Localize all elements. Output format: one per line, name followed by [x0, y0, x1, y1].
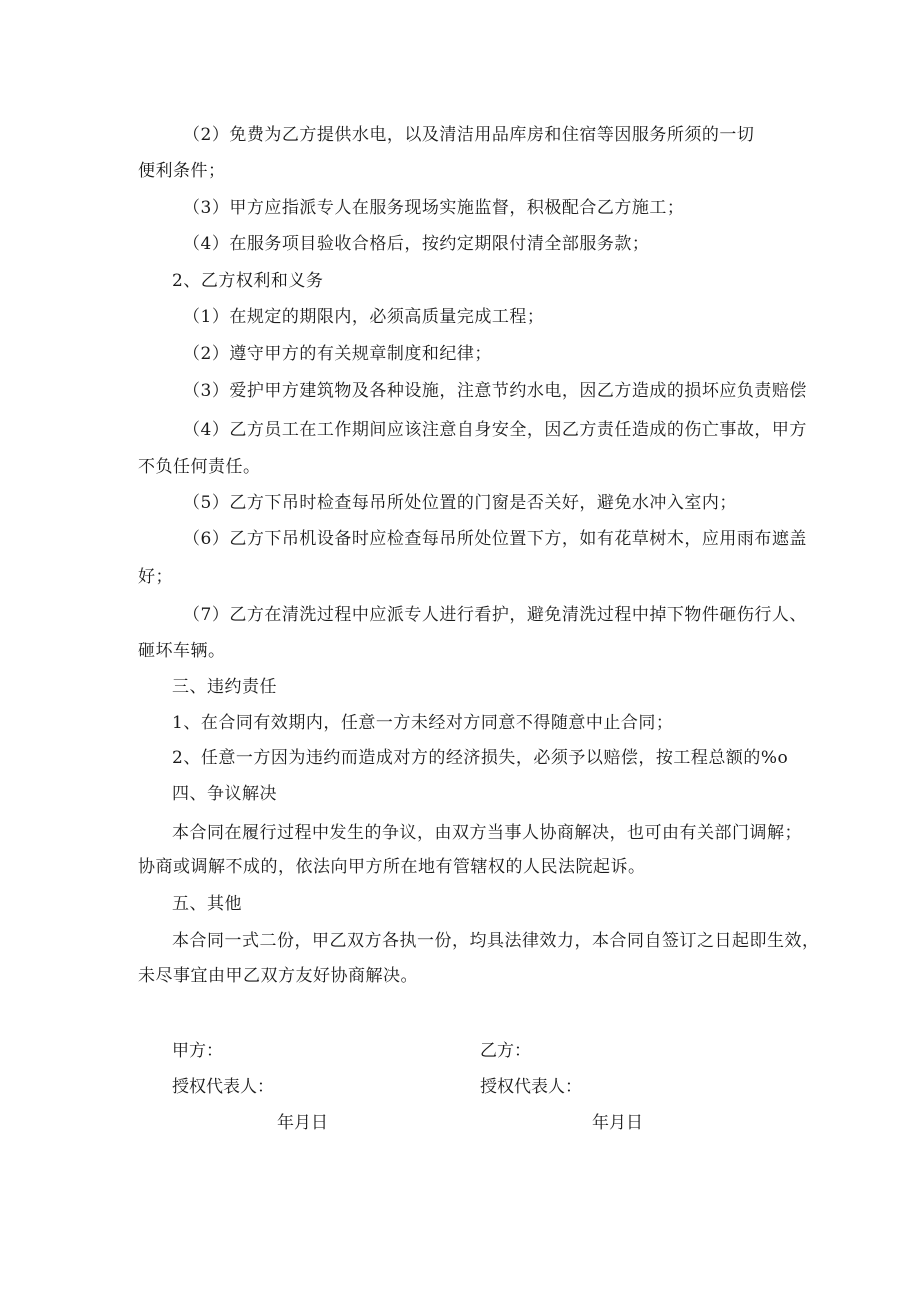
clause-breach-1: 1、在合同有效期内，任意一方未经对方同意不得随意中止合同；: [172, 713, 674, 733]
clause-b-7: （7）乙方在清洗过程中应派专人进行看护，避免清洗过程中掉下物件砸伤行人、: [183, 605, 807, 625]
clause-2-2: （2）免费为乙方提供水电，以及清洁用品库房和住宿等因服务所须的一切: [183, 125, 755, 145]
clause-2-3: （3）甲方应指派专人在服务现场实施监督，积极配合乙方施工；: [183, 198, 685, 218]
clause-b-3: （3）爱护甲方建筑物及各种设施，注意节约水电，因乙方造成的损坏应负责赔偿: [183, 381, 807, 401]
section-other: 五、其他: [172, 894, 242, 914]
clause-other-cont: 未尽事宜由甲乙双方友好协商解决。: [138, 966, 418, 986]
clause-b-5: （5）乙方下吊时检查每吊所处位置的门窗是否关好，避免水冲入室内；: [183, 493, 737, 513]
clause-b-1: （1）在规定的期限内，必须高质量完成工程；: [183, 307, 545, 327]
clause-b-6: （6）乙方下吊机设备时应检查每吊所处位置下方，如有花草树木，应用雨布遮盖: [183, 529, 807, 549]
party-b-date: 年月日: [592, 1113, 643, 1133]
party-b-label: 乙方：: [480, 1041, 531, 1061]
section-dispute-resolution: 四、争议解决: [172, 784, 277, 804]
section-party-b-rights: 2、乙方权利和义务: [172, 271, 324, 291]
party-a-label: 甲方：: [172, 1041, 223, 1061]
party-b-representative: 授权代表人：: [480, 1077, 582, 1097]
clause-other: 本合同一式二份，甲乙双方各执一份，均具法律效力，本合同自签订之日起即生效，: [172, 931, 820, 951]
clause-dispute-cont: 协商或调解不成的，依法向甲方所在地有管辖权的人民法院起诉。: [138, 857, 646, 877]
clause-b-4-cont: 不负任何责任。: [138, 457, 261, 477]
clause-b-6-cont: 好；: [138, 567, 173, 587]
clause-breach-2: 2、任意一方因为违约而造成对方的经济损失，必须予以赔偿，按工程总额的%o: [172, 748, 789, 768]
clause-2-2-cont: 便利条件；: [138, 161, 226, 181]
clause-2-4: （4）在服务项目验收合格后，按约定期限付清全部服务款；: [183, 234, 650, 254]
clause-b-2: （2）遵守甲方的有关规章制度和纪律；: [183, 344, 492, 364]
section-breach-liability: 三、违约责任: [172, 677, 277, 697]
clause-b-7-cont: 砸坏车辆。: [138, 641, 226, 661]
clause-dispute: 本合同在履行过程中发生的争议，由双方当事人协商解决，也可由有关部门调解；: [172, 823, 802, 843]
party-a-representative: 授权代表人：: [172, 1077, 274, 1097]
clause-b-4: （4）乙方员工在工作期间应该注意自身安全，因乙方责任造成的伤亡事故，甲方: [183, 420, 807, 440]
party-a-date: 年月日: [277, 1113, 328, 1133]
